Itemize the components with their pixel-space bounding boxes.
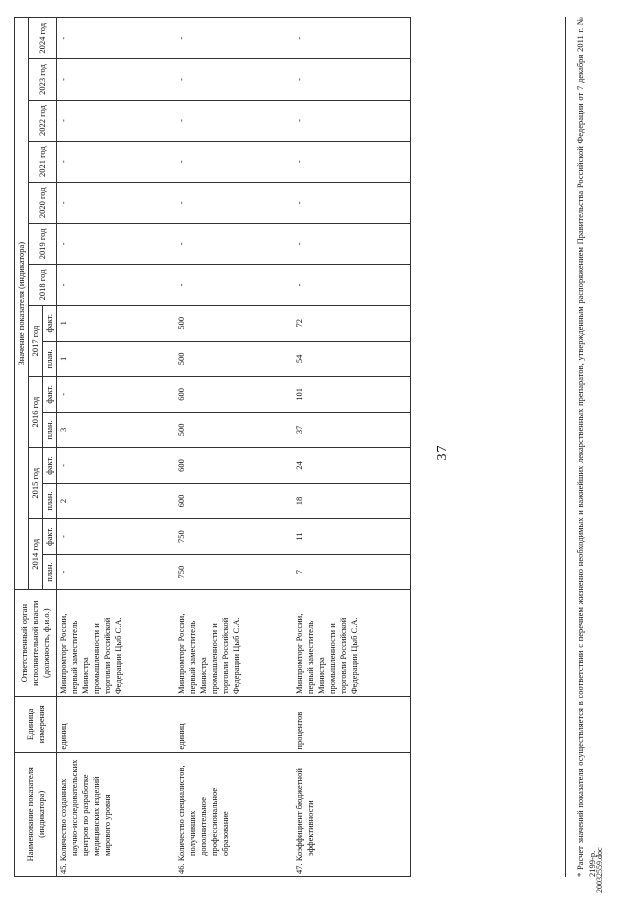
value-cell: -: [175, 182, 293, 223]
header-responsible: Ответственный орган исполнительной власти (должность, ф.и.о.): [15, 590, 57, 697]
header-unit: Единица измерения: [15, 697, 57, 753]
value-cell: -: [175, 141, 293, 182]
responsible-cell: Минпромторг России, первый заместитель Министра промышленности и торговли Российской Федерации Цыб С.А.: [57, 590, 175, 697]
value-cell: -: [57, 182, 175, 223]
value-cell: 3: [57, 412, 175, 448]
indicator-name: Количество специалистов, получивших дополнительное профессиональное образование: [175, 765, 230, 862]
value-cell: 500: [175, 341, 293, 377]
row-number: 45.: [58, 863, 68, 874]
header-year-2017: 2017 год: [29, 306, 43, 377]
value-cell: -: [57, 519, 175, 555]
header-year-2022: 2022 год: [29, 100, 57, 141]
value-cell: 11: [293, 519, 411, 555]
header-year-2016: 2016 год: [29, 377, 43, 448]
value-cell: 72: [293, 306, 411, 342]
indicator-name-cell: [293, 752, 411, 876]
value-cell: 600: [175, 483, 293, 519]
row-number: 47.: [293, 863, 304, 874]
value-cell: 1: [57, 306, 175, 342]
value-cell: -: [57, 223, 175, 264]
responsible-cell: Минпромторг России, первый заместитель Министра промышленности и торговли Российской Федерации Цыб С.А.: [175, 590, 293, 697]
value-cell: 54: [293, 341, 411, 377]
value-cell: -: [175, 100, 293, 141]
header-year-2015: 2015 год: [29, 448, 43, 519]
value-cell: 750: [175, 519, 293, 555]
header-values-group: Значение показателя (индикатора): [15, 18, 29, 590]
header-fact-2017: факт.: [43, 306, 57, 342]
unit-cell: единиц: [175, 697, 293, 753]
value-cell: -: [57, 377, 175, 413]
value-cell: -: [293, 141, 411, 182]
row-number: 46.: [175, 863, 186, 874]
unit-cell: процентов: [293, 697, 411, 753]
header-fact-2015: факт.: [43, 448, 57, 484]
value-cell: -: [57, 141, 175, 182]
value-cell: 24: [293, 448, 411, 484]
indicator-name: Коэффициент бюджетной эффективности: [293, 768, 315, 862]
responsible-cell: Минпромторг России, первый заместитель Министра промышленности и торговли Российской Федерации Цыб С.А.: [293, 590, 411, 697]
table-row: [57, 18, 175, 877]
value-cell: -: [175, 264, 293, 305]
header-fact-2016: факт.: [43, 377, 57, 413]
header-year-2024: 2024 год: [29, 18, 57, 59]
footnote: * Расчет значений показателя осуществляется в соответствии с перечнем жизненно необходимых и важнейших лекарственных препаратов, утвержденным распоряжением Правительства Российской Федерации от 7 декабря 2011 г. № 2199-р.: [565, 17, 598, 877]
value-cell: -: [293, 264, 411, 305]
value-cell: 1: [57, 341, 175, 377]
indicators-table: [14, 17, 411, 877]
header-year-2020: 2020 год: [29, 182, 57, 223]
value-cell: -: [57, 554, 175, 590]
value-cell: -: [293, 182, 411, 223]
unit-cell: единиц: [57, 697, 175, 753]
value-cell: -: [175, 18, 293, 59]
value-cell: 500: [175, 412, 293, 448]
header-year-2014: 2014 год: [29, 519, 43, 590]
header-year-2023: 2023 год: [29, 59, 57, 100]
header-fact-2014: факт.: [43, 519, 57, 555]
table-row: [175, 18, 293, 877]
value-cell: -: [57, 100, 175, 141]
value-cell: -: [175, 59, 293, 100]
header-plan-2014: план.: [43, 554, 57, 590]
value-cell: 101: [293, 377, 411, 413]
value-cell: -: [293, 100, 411, 141]
page-number: 37: [435, 444, 450, 461]
value-cell: 600: [175, 448, 293, 484]
indicator-name-cell: [175, 752, 293, 876]
header-name: Наименование показателя (индикатора): [15, 752, 57, 876]
value-cell: -: [293, 18, 411, 59]
value-cell: -: [293, 59, 411, 100]
header-plan-2016: план.: [43, 412, 57, 448]
value-cell: -: [57, 448, 175, 484]
value-cell: -: [57, 59, 175, 100]
table-row: [293, 18, 411, 877]
document-id: 20032559.doc: [595, 847, 604, 893]
value-cell: 2: [57, 483, 175, 519]
value-cell: 18: [293, 483, 411, 519]
indicator-name-cell: [57, 752, 175, 876]
value-cell: -: [57, 18, 175, 59]
indicator-name: Количество созданных научно-исследовательских центров по разработке медицинских изделий мирового уровня: [58, 759, 112, 862]
header-plan-2017: план.: [43, 341, 57, 377]
header-year-2019: 2019 год: [29, 223, 57, 264]
header-plan-2015: план.: [43, 483, 57, 519]
value-cell: 7: [293, 554, 411, 590]
value-cell: -: [57, 264, 175, 305]
value-cell: -: [175, 223, 293, 264]
value-cell: -: [293, 223, 411, 264]
header-year-2018: 2018 год: [29, 264, 57, 305]
value-cell: 500: [175, 306, 293, 342]
value-cell: 750: [175, 554, 293, 590]
value-cell: 37: [293, 412, 411, 448]
value-cell: 600: [175, 377, 293, 413]
header-year-2021: 2021 год: [29, 141, 57, 182]
